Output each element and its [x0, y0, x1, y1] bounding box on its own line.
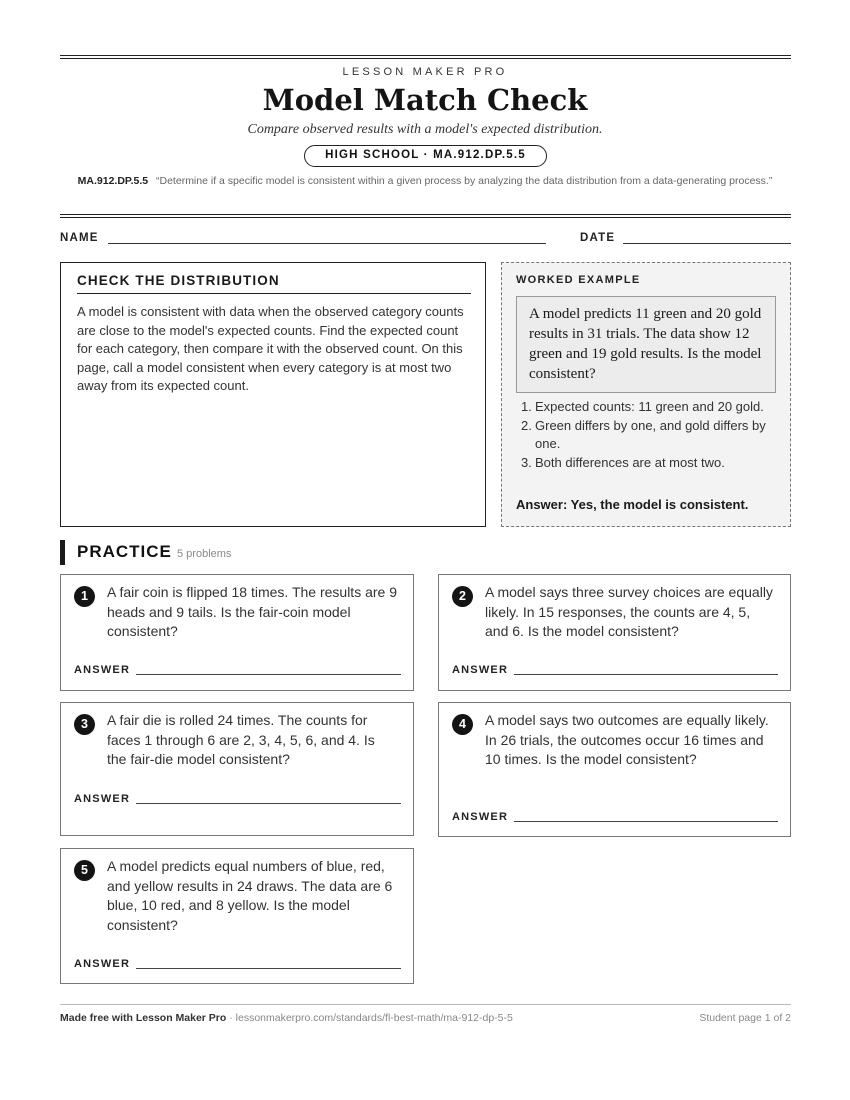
problem-card [60, 848, 414, 984]
page-title: Model Match Check [262, 83, 588, 117]
problem-text: A model predicts equal numbers of blue, red, and yellow results in 24 draws. The data are 6 blue, 10 red, and 8 yellow. Is the model consistent? [107, 858, 393, 933]
answer-label: ANSWER [452, 664, 509, 676]
name-field[interactable] [108, 243, 546, 244]
answer-line[interactable] [514, 674, 778, 675]
problem-number-badge: 1 [74, 586, 95, 607]
header-bottom-rule [60, 214, 791, 218]
problem-text: A fair die is rolled 24 times. The counts for faces 1 through 6 are 2, 3, 4, 5, 6, and 4. Is the fair-die model consistent? [107, 712, 375, 767]
problem-number-badge: 2 [452, 586, 473, 607]
footer-url-link[interactable]: lessonmakerpro.com/standards/fl-best-math/ma-912-dp-5-5 [235, 1012, 513, 1024]
standard-text: “Determine if a specific model is consistent within a given process by analyzing the data distribution from a data-generating process.” [156, 175, 773, 187]
problem-card [438, 574, 791, 691]
footer-made-with: Made free with Lesson Maker Pro [60, 1012, 227, 1024]
problem-number-badge: 3 [74, 714, 95, 735]
worked-example-step: 1. Expected counts: 11 green and 20 gold. [521, 399, 764, 414]
level-badge: HIGH SCHOOL · MA.912.DP.5.5 [304, 145, 547, 167]
problem-text: A model says two outcomes are equally likely. In 26 trials, the outcomes occur 16 times and 10 times. Is the model consistent? [485, 712, 769, 767]
problem-number-badge: 4 [452, 714, 473, 735]
worked-example-step: 3. Both differences are at most two. [521, 455, 725, 470]
check-distribution-text: A model is consistent with data when the observed category counts are close to the model's expected counts. Find the expected count for each category, then compare it with the observed count. On this page, call a model consistent when every category is at most two away from its expected count. [77, 304, 464, 393]
check-distribution-heading: CHECK THE DISTRIBUTION [77, 273, 471, 294]
problem-card [60, 574, 414, 691]
answer-label: ANSWER [74, 793, 131, 805]
problem-card [60, 702, 414, 836]
top-rule [60, 55, 791, 59]
brand-name: LESSON MAKER PRO [342, 66, 508, 78]
footer-credit [60, 1012, 513, 1024]
footer-separator: · [229, 1012, 233, 1024]
worked-example-steps [516, 398, 778, 473]
answer-line[interactable] [514, 821, 778, 822]
answer-line[interactable] [136, 803, 401, 804]
standard-description [66, 174, 784, 189]
worked-example-problem: A model predicts 11 green and 20 gold results in 31 trials. The data show 12 green and 19 gold results. Is the model consistent? [516, 296, 776, 393]
worked-example-step: 2. Green differs by one, and gold differs by one. [521, 418, 766, 451]
practice-heading: PRACTICE [77, 542, 172, 561]
problem-text: A fair coin is flipped 18 times. The results are 9 heads and 9 tails. Is the fair-coin model consistent? [107, 584, 397, 639]
problem-text: A model says three survey choices are equally likely. In 15 responses, the counts are 4, 5, and 6. Is the model consistent? [485, 584, 773, 639]
date-label: DATE [580, 232, 616, 244]
footer-page-number: Student page 1 of 2 [699, 1012, 791, 1024]
date-field[interactable] [623, 243, 791, 244]
answer-label: ANSWER [452, 811, 509, 823]
problem-number-badge: 5 [74, 860, 95, 881]
worked-example-answer: Answer: Yes, the model is consistent. [516, 497, 749, 512]
footer-rule [60, 1004, 791, 1005]
answer-line[interactable] [136, 674, 401, 675]
standard-code: MA.912.DP.5.5 [77, 175, 149, 187]
worked-example-heading: WORKED EXAMPLE [516, 274, 641, 286]
problem-card [438, 702, 791, 837]
answer-line[interactable] [136, 968, 401, 969]
practice-count: 5 problems [177, 548, 232, 560]
page-subtitle: Compare observed results with a model's expected distribution. [247, 122, 603, 137]
answer-label: ANSWER [74, 664, 131, 676]
practice-accent-bar [60, 540, 65, 565]
name-label: NAME [60, 232, 99, 244]
answer-label: ANSWER [74, 958, 131, 970]
